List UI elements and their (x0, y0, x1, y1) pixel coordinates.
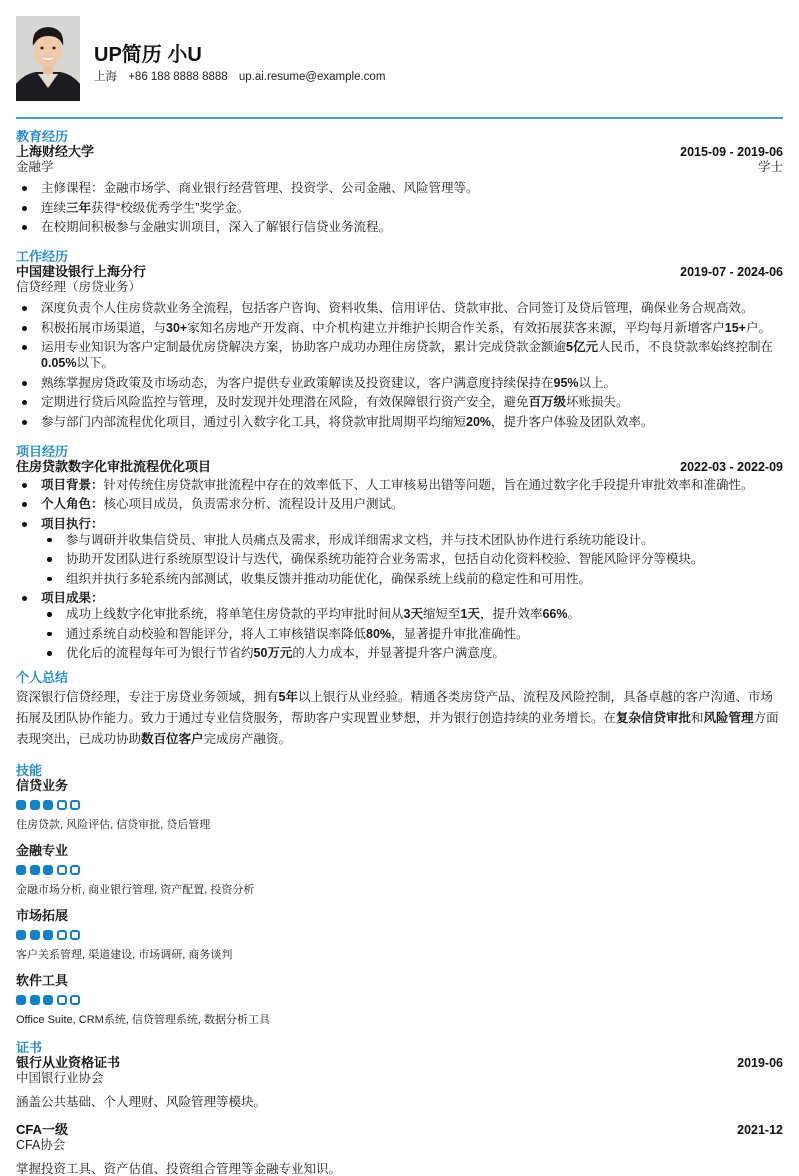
certificate-date: 2021-12 (737, 1123, 783, 1137)
project-execution: 项目执行： 参与调研并收集信贷员、审批人员痛点及需求，形成详细需求文档，并与技术团队协作进行系统功能设计。 协助开发团队进行系统原型设计与迭代，确保系统功能符合业务需求，包括自动化资料校验、智能风险评分等模块。 组织并执行多轮系统内部测试，收集反馈并推动功能优化，确保系统上线前的稳定性和可用性。 (16, 516, 783, 587)
project-name: 住房贷款数字化审批流程优化项目 (16, 458, 212, 474)
summary-text: 资深银行信贷经理，专注于房贷业务领域，拥有5年以上银行从业经验。精通各类房贷产品、流程及风险控制，具备卓越的客户沟通、市场拓展及团队协作能力。致力于通过专业信贷服务，帮助客户实现置业梦想，并为银行创造持续的业务增长。在复杂信贷审批和风险管理方面表现突出，已成功协助数百位客户完成房产融资。 (16, 690, 779, 746)
section-title: 项目经历 (16, 443, 69, 459)
skill-name: 信贷业务 (16, 778, 69, 793)
certificate-date: 2019-06 (737, 1056, 783, 1070)
skills-list (16, 778, 783, 1027)
work-dates: 2019-07 - 2024-06 (680, 265, 783, 279)
filled-dot-icon (16, 930, 26, 940)
results-list (41, 606, 783, 661)
list-item: 连续三年获得“校级优秀学生”奖学金。 (16, 200, 783, 216)
empty-dot-icon (57, 865, 67, 875)
project-section (16, 444, 783, 662)
section-title: 教育经历 (16, 129, 69, 144)
list-item: 协助开发团队进行系统原型设计与迭代，确保系统功能符合业务需求，包括自动化资料校验、智能风险评分等模块。 (41, 551, 783, 567)
skill-item (16, 973, 783, 1027)
filled-dot-icon (30, 995, 40, 1005)
project-results: 项目成果： 成功上线数字化审批系统，将单笔住房贷款的平均审批时间从3天缩短至1天，提升效率66%。 通过系统自动校验和智能评分，将人工审核错误率降低80%，显著提升审批准确性。 优化后的流程每年可为银行节省约50万元的人力成本，并显著提升客户满意度。 (16, 590, 783, 661)
filled-dot-icon (43, 995, 53, 1005)
empty-dot-icon (57, 800, 67, 810)
header-divider (16, 117, 783, 119)
skill-name: 市场拓展 (16, 908, 69, 923)
education-bullets (16, 180, 783, 235)
empty-dot-icon (70, 930, 80, 940)
contact-info (94, 68, 393, 84)
certificate-name: CFA一级 (16, 1122, 69, 1137)
email[interactable]: up.ai.resume@example.com (238, 71, 386, 83)
execution-list (41, 532, 783, 587)
certificate-description: 涵盖公共基础、个人理财、风险管理等模块。 (16, 1095, 267, 1109)
certificates-section (16, 1040, 783, 1176)
candidate-name: UP简历 小U (94, 44, 202, 66)
list-item: 定期进行贷后风险监控与管理，及时发现并处理潜在风险，有效保障银行资产安全，避免百万级坏账损失。 (16, 394, 783, 410)
skill-tags: Office Suite, CRM系统, 信贷管理系统, 数据分析工具 (16, 1014, 271, 1026)
filled-dot-icon (43, 865, 53, 875)
resume-header (16, 16, 783, 102)
skill-item (16, 908, 783, 962)
company-name: 中国建设银行上海分行 (16, 264, 147, 279)
section-title: 技能 (16, 763, 43, 778)
filled-dot-icon (30, 865, 40, 875)
profile-photo (16, 16, 80, 101)
job-role: 信贷经理（房贷业务） (16, 280, 142, 294)
project-role: 个人角色：核心项目成员，负责需求分析、流程设计及用户测试。 (16, 496, 783, 512)
empty-dot-icon (57, 995, 67, 1005)
skill-tags: 住房贷款, 风险评估, 信贷审批, 贷后管理 (16, 819, 211, 831)
project-bullets (16, 477, 783, 662)
skill-item (16, 843, 783, 897)
list-item: 组织并执行多轮系统内部测试，收集反馈并推动功能优化，确保系统上线前的稳定性和可用性。 (41, 571, 783, 587)
filled-dot-icon (16, 995, 26, 1005)
project-dates: 2022-03 - 2022-09 (680, 459, 783, 474)
list-item: 熟练掌握房贷政策及市场动态，为客户提供专业政策解读及投资建议，客户满意度持续保持在95%以上。 (16, 375, 783, 391)
education-section (16, 129, 783, 235)
filled-dot-icon (16, 865, 26, 875)
school-name: 上海财经大学 (16, 144, 95, 159)
certificate-list (16, 1055, 783, 1176)
city: 上海 (94, 71, 117, 83)
filled-dot-icon (30, 800, 40, 810)
project-background: 项目背景：针对传统住房贷款审批流程中存在的效率低下、人工审核易出错等问题，旨在通过数字化手段提升审批效率和准确性。 (16, 477, 783, 493)
skill-level-rating (16, 800, 783, 810)
empty-dot-icon (57, 930, 67, 940)
skill-name: 软件工具 (16, 973, 69, 988)
filled-dot-icon (43, 930, 53, 940)
work-section (16, 249, 783, 430)
skill-level-rating (16, 995, 783, 1005)
skill-level-rating (16, 865, 783, 875)
degree: 学士 (757, 160, 783, 174)
certificate-description: 掌握投资工具、资产估值、投资组合管理等金融专业知识。 (16, 1162, 342, 1176)
section-title: 工作经历 (16, 249, 69, 264)
skill-item (16, 778, 783, 832)
list-item: 运用专业知识为客户定制最优房贷解决方案，协助客户成功办理住房贷款，累计完成贷款金额逾5亿元人民币，不良贷款率始终控制在0.05%以下。 (16, 339, 783, 371)
list-item: 成功上线数字化审批系统，将单笔住房贷款的平均审批时间从3天缩短至1天，提升效率66%。 (41, 606, 783, 622)
skills-section (16, 763, 783, 1027)
empty-dot-icon (70, 995, 80, 1005)
section-title: 证书 (16, 1040, 43, 1055)
section-title: 个人总结 (16, 670, 69, 685)
certificate-name: 银行从业资格证书 (16, 1055, 121, 1070)
filled-dot-icon (43, 800, 53, 810)
summary-section (16, 670, 783, 750)
list-item: 参与部门内部流程优化项目，通过引入数字化工具，将贷款审批周期平均缩短20%，提升客户体验及团队效率。 (16, 414, 783, 430)
filled-dot-icon (16, 800, 26, 810)
list-item: 优化后的流程每年可为银行节省约50万元的人力成本，并显著提升客户满意度。 (41, 645, 783, 661)
resume-body (16, 128, 783, 1176)
major: 金融学 (16, 160, 54, 174)
skill-level-rating (16, 930, 783, 940)
work-bullets (16, 300, 783, 430)
list-item: 主修课程：金融市场学、商业银行经营管理、投资学、公司金融、风险管理等。 (16, 180, 783, 196)
certificate-item (16, 1122, 783, 1176)
certificate-issuer: 中国银行业协会 (16, 1071, 104, 1085)
skill-name: 金融专业 (16, 843, 69, 858)
phone: +86 188 8888 8888 (128, 71, 228, 83)
skill-tags: 金融市场分析, 商业银行管理, 资产配置, 投资分析 (16, 884, 255, 896)
empty-dot-icon (70, 865, 80, 875)
education-dates: 2015-09 - 2019-06 (680, 145, 783, 159)
list-item: 深度负责个人住房贷款业务全流程，包括客户咨询、资料收集、信用评估、贷款审批、合同签订及贷后管理，确保业务合规高效。 (16, 300, 783, 316)
certificate-item (16, 1055, 783, 1109)
list-item: 在校期间积极参与金融实训项目，深入了解银行信贷业务流程。 (16, 219, 783, 235)
avatar-icon (16, 16, 80, 101)
list-item: 参与调研并收集信贷员、审批人员痛点及需求，形成详细需求文档，并与技术团队协作进行系统功能设计。 (41, 532, 783, 548)
skill-tags: 客户关系管理, 渠道建设, 市场调研, 商务谈判 (16, 949, 233, 961)
list-item: 通过系统自动校验和智能评分，将人工审核错误率降低80%，显著提升审批准确性。 (41, 626, 783, 642)
empty-dot-icon (70, 800, 80, 810)
filled-dot-icon (30, 930, 40, 940)
certificate-issuer: CFA协会 (16, 1138, 66, 1152)
list-item: 积极拓展市场渠道，与30+家知名房地产开发商、中介机构建立并维护长期合作关系，有效拓展获客来源，平均每月新增客户15+户。 (16, 320, 783, 336)
